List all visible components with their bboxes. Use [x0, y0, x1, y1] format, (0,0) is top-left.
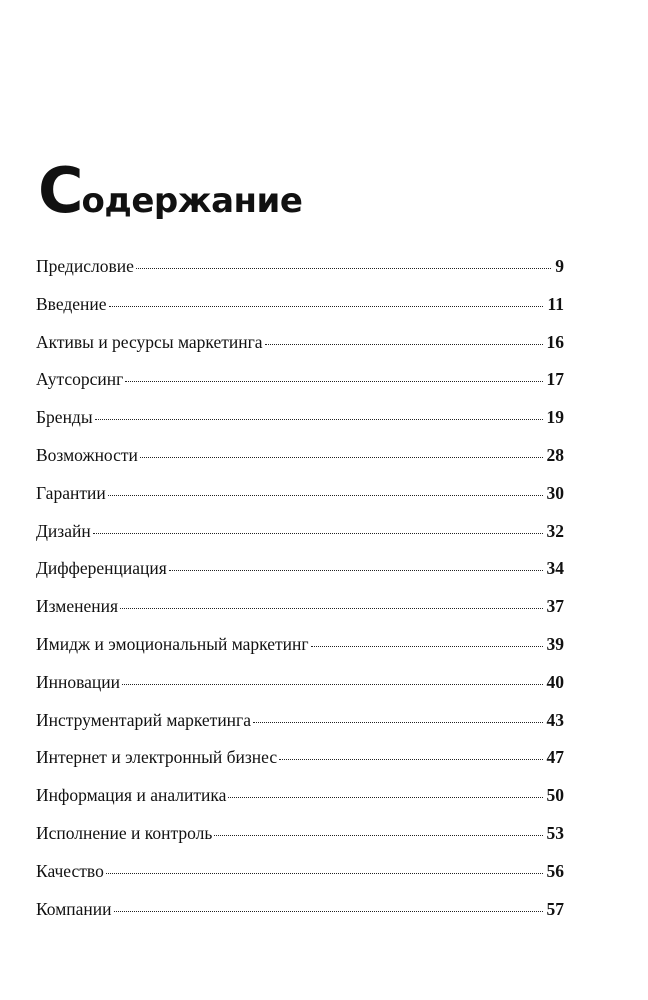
toc-entry-label: Имидж и эмоциональный маркетинг — [36, 633, 309, 654]
title-rest: одержание — [81, 181, 303, 221]
title-initial-letter: С — [38, 154, 82, 227]
toc-entry — [36, 823, 564, 861]
toc-entry-page-number: 16 — [546, 331, 564, 352]
toc-entry-label: Инструментарий маркетинга — [36, 709, 251, 730]
toc-entry-page-number: 17 — [546, 369, 564, 390]
toc-entry — [36, 861, 564, 899]
toc-entry-page-number: 19 — [546, 407, 564, 428]
toc-entry-label: Интернет и электронный бизнес — [36, 747, 278, 768]
toc-entry — [36, 899, 564, 937]
toc-entry — [36, 483, 564, 521]
toc-entry-page-number: 11 — [547, 293, 564, 314]
toc-entry — [36, 332, 564, 370]
toc-entry — [36, 256, 564, 294]
toc-dot-leader — [120, 608, 542, 609]
toc-dot-leader — [114, 911, 543, 912]
toc-dot-leader — [109, 306, 544, 307]
toc-entry-label: Введение — [36, 293, 107, 314]
toc-entry-page-number: 56 — [546, 860, 564, 881]
toc-entry-label: Инновации — [36, 671, 121, 692]
toc-dot-leader — [136, 268, 551, 269]
toc-entry — [36, 672, 564, 710]
page-title — [38, 154, 303, 227]
toc-entry — [36, 445, 564, 483]
toc-entry-label: Качество — [36, 860, 104, 881]
toc-dot-leader — [279, 759, 542, 760]
toc-entry-label: Исполнение и контроль — [36, 822, 213, 843]
toc-entry-page-number: 32 — [546, 520, 564, 541]
toc-dot-leader — [125, 381, 542, 382]
toc-entry-page-number: 47 — [546, 747, 564, 768]
toc-entry-page-number: 57 — [546, 898, 564, 919]
toc-dot-leader — [93, 533, 543, 534]
toc-entry-page-number: 28 — [546, 444, 564, 465]
toc-dot-leader — [122, 684, 542, 685]
toc-dot-leader — [228, 797, 542, 798]
toc-entry — [36, 747, 564, 785]
toc-entry-page-number: 30 — [546, 482, 564, 503]
toc-entry — [36, 710, 564, 748]
toc-entry-label: Аутсорсинг — [36, 369, 124, 390]
toc-entry-label: Возможности — [36, 444, 138, 465]
toc-entry — [36, 521, 564, 559]
table-of-contents — [36, 256, 564, 936]
toc-dot-leader — [253, 722, 543, 723]
toc-entry-page-number: 50 — [546, 785, 564, 806]
toc-entry — [36, 634, 564, 672]
toc-dot-leader — [311, 646, 543, 647]
toc-entry-label: Активы и ресурсы маркетинга — [36, 331, 263, 352]
toc-dot-leader — [140, 457, 543, 458]
toc-entry-label: Бренды — [36, 407, 93, 428]
toc-entry — [36, 407, 564, 445]
toc-entry — [36, 596, 564, 634]
toc-entry — [36, 558, 564, 596]
toc-entry-page-number: 37 — [546, 596, 564, 617]
toc-dot-leader — [265, 344, 543, 345]
toc-entry-label: Дифференциация — [36, 558, 167, 579]
toc-entry-label: Компании — [36, 898, 112, 919]
toc-dot-leader — [214, 835, 542, 836]
toc-entry — [36, 369, 564, 407]
toc-entry — [36, 785, 564, 823]
toc-entry — [36, 294, 564, 332]
toc-entry-label: Гарантии — [36, 482, 106, 503]
toc-entry-page-number: 34 — [546, 558, 564, 579]
toc-dot-leader — [95, 419, 543, 420]
toc-entry-label: Дизайн — [36, 520, 91, 541]
toc-dot-leader — [108, 495, 543, 496]
toc-dot-leader — [169, 570, 543, 571]
toc-entry-page-number: 39 — [546, 633, 564, 654]
toc-entry-label: Изменения — [36, 596, 119, 617]
toc-dot-leader — [106, 873, 543, 874]
toc-entry-page-number: 9 — [555, 256, 564, 276]
toc-entry-page-number: 43 — [546, 709, 564, 730]
toc-entry-label: Предисловие — [36, 256, 134, 276]
toc-entry-page-number: 53 — [546, 822, 564, 843]
toc-entry-label: Информация и аналитика — [36, 785, 227, 806]
toc-entry-page-number: 40 — [546, 671, 564, 692]
